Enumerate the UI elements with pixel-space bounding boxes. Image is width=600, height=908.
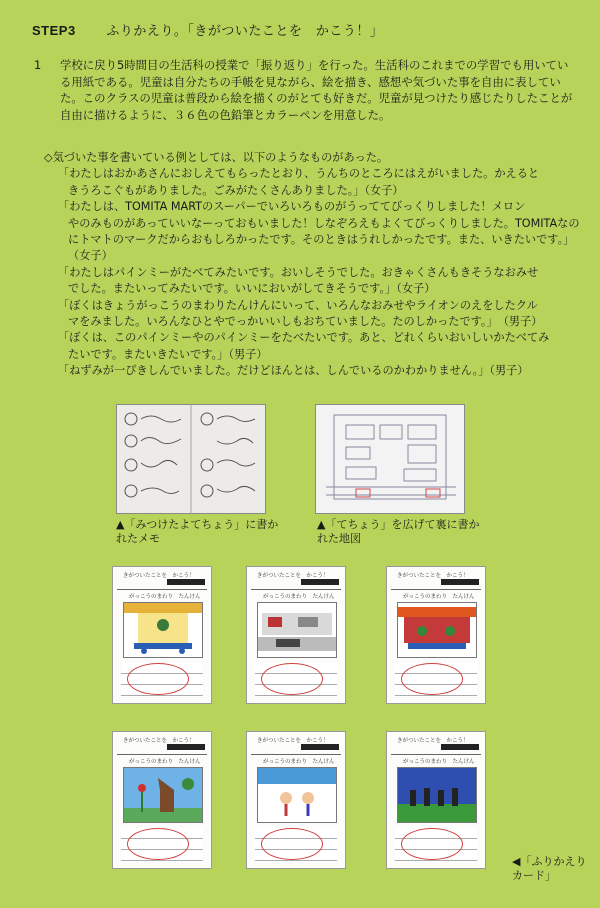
card-drawing: [397, 602, 477, 658]
quote-text: 「ぼくはきょうがっこうのまわりたんけんにいって、いろんなおみせやライオンのえをしたクル: [58, 298, 538, 312]
name-bar: [167, 579, 205, 585]
quote-4: [58, 298, 589, 331]
map-photo-image: [316, 405, 464, 513]
examples-intro: ◇気づいた事を書いている例としては、以下のようなものがあった。: [44, 151, 389, 164]
card-subtitle: がっこうのまわり たんけん: [263, 759, 335, 765]
name-bar: [441, 744, 479, 750]
card-subtitle: がっこうのまわり たんけん: [403, 759, 475, 765]
step-heading: [32, 20, 383, 39]
paragraph-text: 学校に戻り5時間目の生活科の授業で「振り返り」を行った。生活科のこれまでの学習でも用いている用紙である。児童は自分たちの手帳を見ながら、絵を描き、感想や気づいた事を自由に表していた。このクラスの児童は普段から絵を描くのがとても好きだ。児童が見つけたり感じたりしたことが自由に描けるように、３６色の色鉛筆とカラーペンを用意した。: [60, 58, 573, 122]
memo-caption: ▲「みつけたよてちょう」に書かれたメモ: [116, 518, 279, 545]
name-bar: [301, 579, 339, 585]
card-title: きがついたことを かこう！: [123, 738, 195, 744]
red-circle-mark: [127, 828, 189, 860]
quote-cont: たいです。またいきたいです。」（男子）: [68, 347, 268, 361]
card-subtitle: がっこうのまわり たんけん: [403, 594, 475, 600]
quote-cont: やのみものがあっていいなーっておもいました！しなぞろえもよくてびっくりしました。TOMITAなのにトマトのマークだからおもしろかったです。そのときはうれしかったです。また、いきたいです。」（女子）: [68, 216, 580, 263]
paragraph-number: 1: [34, 58, 42, 72]
card-drawing: [397, 767, 477, 823]
quote-text: 「わたしはパインミーがたべてみたいです。おいしそうでした。おきゃくさんもきそうなおみせ: [58, 265, 539, 279]
quote-5: [58, 330, 589, 363]
quote-2: [58, 199, 589, 265]
quote-cont: マをみました。いろんなひとやでっかいいしもおちていました。たのしかったです。」 （男子）: [68, 315, 543, 329]
red-circle-mark: [261, 663, 323, 695]
card-divider: [391, 589, 481, 590]
reflection-card-4: [112, 731, 212, 869]
card-title: きがついたことを かこう！: [257, 573, 329, 579]
quote-cont: でした。またいってみたいです。いいにおいがしてきそうです。」（女子）: [68, 282, 436, 296]
card-title: きがついたことを かこう！: [397, 738, 469, 744]
reflection-card-5: [246, 731, 346, 869]
name-bar: [441, 579, 479, 585]
card-title: きがついたことを かこう！: [123, 573, 195, 579]
reflection-card-3: [386, 566, 486, 704]
card-divider: [117, 754, 207, 755]
card-divider: [251, 589, 341, 590]
card-subtitle: がっこうのまわり たんけん: [263, 594, 335, 600]
card-drawing: [123, 767, 203, 823]
reflection-card-1: [112, 566, 212, 704]
quote-6: [58, 363, 589, 379]
red-circle-mark: [127, 663, 189, 695]
quote-3: [58, 265, 589, 298]
card-divider: [391, 754, 481, 755]
memo-photo: [116, 404, 266, 514]
name-bar: [167, 744, 205, 750]
card-divider: [251, 754, 341, 755]
examples-section: [44, 150, 589, 380]
card-title: きがついたことを かこう！: [397, 573, 469, 579]
quote-text: 「わたしはおかあさんにおしえてもらったとおり、うんちのところにはえがいました。かえると: [58, 167, 540, 181]
card-title: きがついたことを かこう！: [257, 738, 329, 744]
red-circle-mark: [261, 828, 323, 860]
name-bar: [301, 744, 339, 750]
quote-text: 「ねずみが一ぴきしんでいました。だけどほんとは、しんでいるのかわかりません。」（男子）: [58, 364, 529, 378]
map-caption: ▲「てちょう」を広げて裏に書かれた地図: [317, 518, 480, 545]
quote-cont: きうろこぐもがありました。ごみがたくさんありました。」（女子）: [68, 183, 404, 197]
card-drawing: [123, 602, 203, 658]
card-drawing: [257, 767, 337, 823]
card-divider: [117, 589, 207, 590]
card-subtitle: がっこうのまわり たんけん: [129, 594, 201, 600]
intro-paragraph: [34, 57, 579, 123]
red-circle-mark: [401, 663, 463, 695]
quote-1: [58, 166, 589, 199]
map-photo: [315, 404, 465, 514]
red-circle-mark: [401, 828, 463, 860]
memo-photo-image: [117, 405, 265, 513]
step-title: ふりかえり。「きがついたことを かこう！」: [106, 24, 384, 39]
card-drawing: [257, 602, 337, 658]
reflection-card-6: [386, 731, 486, 869]
quote-text: 「ぼくは、このパインミーやのパインミーをたべたいです。あと、どれくらいおいしいかたべてみ: [58, 331, 550, 345]
reflection-card-2: [246, 566, 346, 704]
quote-text: 「わたしは、TOMITA MARTのスーパーでいろいろものがうっててびっくりしました！メロン: [58, 200, 526, 214]
cards-caption: ◀「ふりかえりカード」: [512, 855, 587, 882]
card-subtitle: がっこうのまわり たんけん: [129, 759, 201, 765]
step-label: STEP3: [32, 23, 76, 38]
